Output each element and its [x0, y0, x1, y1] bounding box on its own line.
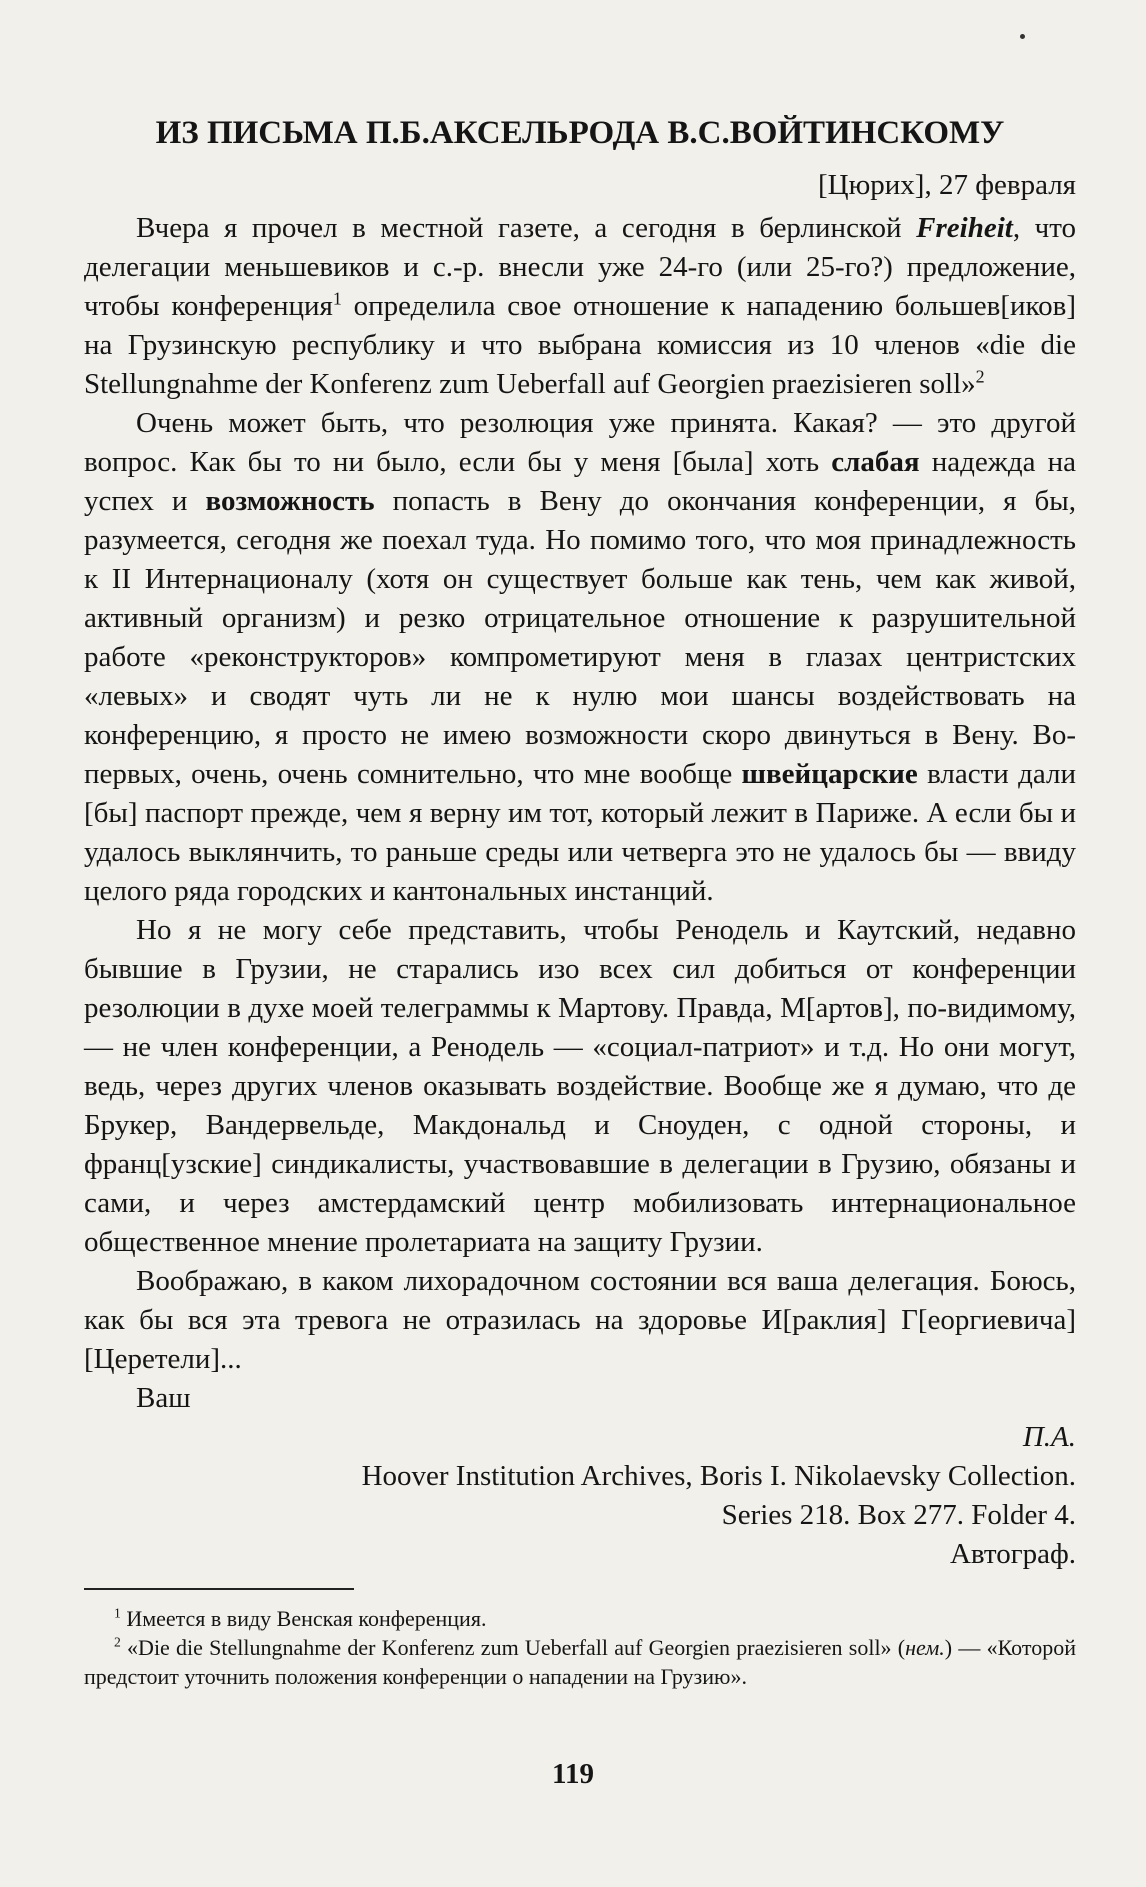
paragraph-2-text-a: Очень может быть, что резолюция уже принята. Какая? — это другой вопрос. Как бы то ни было, если бы у меня [была] хоть: [84, 407, 1076, 478]
paragraph-1-text-d: определила свое отношение к нападению большев[иков] на Грузинскую республику и что выбрана комиссия из 10 членов «die die Stellungnahme der Konferenz zum Ueberfall auf Georgien praezisieren soll»: [84, 290, 1076, 400]
source-line-1: Hoover Institution Archives, Boris I. Nikolaevsky Collection.: [361, 1460, 1076, 1492]
source-line-3: Автограф.: [949, 1538, 1076, 1570]
footnote-ref-1[interactable]: 1: [332, 288, 342, 309]
page-content: [84, 110, 1076, 1691]
newspaper-name: Freiheit: [916, 212, 1013, 244]
paragraph-3: Но я не могу себе представить, чтобы Ренодель и Каутский, недавно бывшие в Грузии, не старались изо всех сил добиться от конференции резолюции в духе моей телеграммы к Мартову. Правда, М[артов], по-видимому, — не член конференции, а Ренодель — «социал-патриот» и т.д. Но они могут, ведь, через других членов оказывать воздействие. Вообще же я думаю, что де Брукер, Вандервельде, Макдональд и Сноуден, с одной стороны, и франц[узские] синдикалисты, участвовавшие в делегации в Грузию, обязаны и сами, и через амстердамский центр мобилизовать интернациональное общественное мнение пролетариата на защиту Грузии.: [84, 914, 1076, 1258]
signature: П.А.: [1022, 1421, 1076, 1453]
paragraph-2-text-g: власти дали [бы] паспорт прежде, чем я верну им тот, который лежит в Париже. А если бы и удалось выклянчить, то раньше среды или четверга это не удалось бы — ввиду целого ряда городских и кантональных инстанций.: [84, 758, 1077, 907]
footnote-2-text-c: ) — «Которой предстоит уточнить положения конференции о нападении на Грузию».: [84, 1635, 1076, 1689]
footnote-2-lang: нем.: [905, 1635, 945, 1660]
footnote-2-text-a: «Die die Stellungnahme der Konferenz zum Ueberfall auf Georgien praezisieren soll» (: [120, 1635, 906, 1660]
document-title: ИЗ ПИСЬМА П.Б.АКСЕЛЬРОДА В.С.ВОЙТИНСКОМУ: [155, 115, 1005, 151]
source-line-2: Series 218. Box 277. Folder 4.: [721, 1499, 1076, 1531]
archive-source: [84, 1457, 1076, 1574]
emphasis-possibility: возможность: [205, 485, 375, 517]
paragraph-1-text-a: Вчера я прочел в местной газете, а сегодня в берлинской: [136, 212, 917, 244]
footnote-1-number: 1: [114, 1605, 121, 1621]
paragraph-2: [84, 404, 1076, 911]
paragraph-1: [84, 209, 1076, 404]
footnote-2-number: 2: [114, 1634, 121, 1650]
footnote-1: [84, 1604, 1076, 1633]
emphasis-swiss: швейцарские: [741, 758, 918, 790]
page-number: 119: [552, 1758, 594, 1790]
paragraph-2-text-e: попасть в Вену до окончания конференции, я бы, разумеется, сегодня же поехал туда. Но помимо того, что моя принадлежность к II Интернационалу (хотя он существует больше как тень, чем как живой, активный организм) и резко отрицательное отношение к разрушительной работе «реконструкторов» компрометируют меня в глазах центристских «левых» и сводят чуть ли не к нулю мои шансы воздействовать на конференцию, я просто не имею возможности скоро двинуться в Вену. Во-первых, очень, очень сомнительно, что мне вообще: [84, 485, 1076, 790]
paragraph-2-text-c: надежда на успех и: [84, 446, 1076, 517]
paragraph-1-text-c: , что делегации меньшевиков и с.-р. внесли уже 24-го (или 25-го?) предложение, чтобы конференция: [84, 212, 1076, 322]
paragraph-4: Воображаю, в каком лихорадочном состоянии вся ваша делегация. Боюсь, как бы вся эта тревога не отразилась на здоровье И[раклия] Г[еоргиевича] [Церетели]...: [84, 1265, 1076, 1375]
emphasis-weak: слабая: [831, 446, 920, 478]
salutation: Ваш: [136, 1382, 191, 1414]
dateline: [Цюрих], 27 февраля: [818, 169, 1076, 201]
footnote-2: [84, 1633, 1076, 1691]
footnote-ref-2[interactable]: 2: [975, 366, 985, 387]
scan-speck: [1020, 34, 1025, 39]
footnote-divider: [84, 1588, 354, 1590]
footnote-1-text: Имеется в виду Венская конференция.: [120, 1606, 487, 1631]
